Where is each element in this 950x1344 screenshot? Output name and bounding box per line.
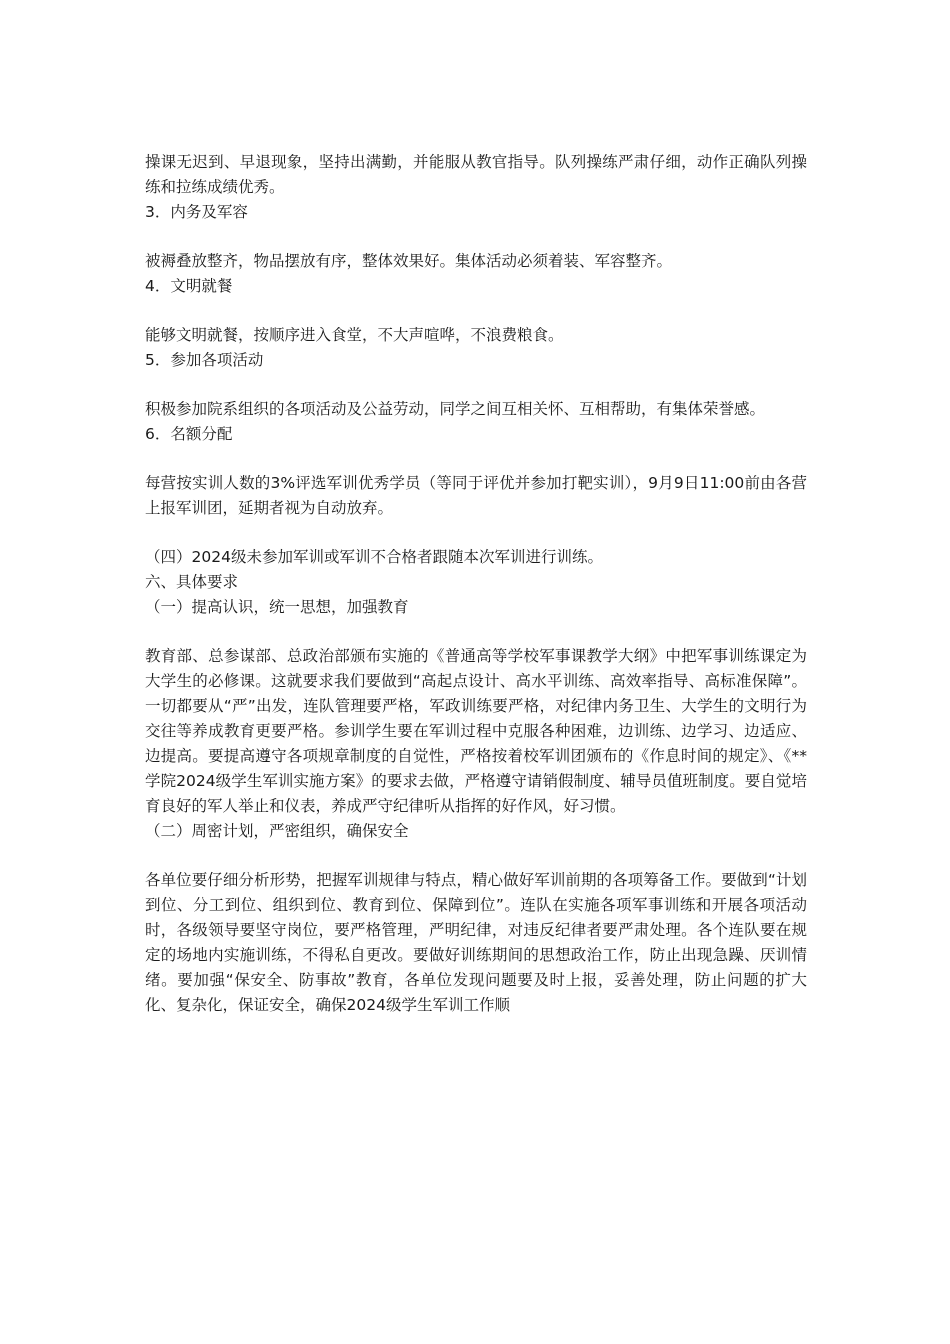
heading-activities: 5．参加各项活动 [145, 351, 264, 369]
paragraph-subsection-two: 各单位要仔细分析形势，把握军训规律与特点，精心做好军训前期的各项筹备工作。要做到“计划到位、分工到位、组织到位、教育到位、保障到位”。连队在实施各项军事训练和开展各项活动时，各级领导要坚守岗位，要严格管理，严明纪律，对违反纪律者要严肃处理。各个连队要在规定的场地内实施训练，不得私自更改。要做好训练期间的思想政治工作，防止出现急躁、厌训情绪。要加强“保安全、防事故”教育，各单位发现问题要及时上报，妥善处理，防止问题的扩大化、复杂化，保证安全，确保2024级学生军训工作顺 [145, 871, 807, 1014]
paragraph-subsection-one: 教育部、总参谋部、总政治部颁布实施的《普通高等学校军事课教学大纲》中把军事训练课定为大学生的必修课。这就要求我们要做到“高起点设计、高水平训练、高效率指导、高标准保障”。一切都要从“严”出发，连队管理要严格，军政训练要严格，对纪律内务卫生、大学生的文明行为交往等养成教育更要严格。参训学生要在军训过程中克服各种困难，边训练、边学习、边适应、边提高。要提高遵守各项规章制度的自觉性，严格按着校军训团颁布的《作息时间的规定》、《**学院2024级学生军训实施方案》的要求去做，严格遵守请销假制度、辅导员值班制度。要自觉培育良好的军人举止和仪表，养成严守纪律听从指挥的好作风，好习惯。 [145, 647, 807, 815]
heading-quota: 6．名额分配 [145, 425, 233, 443]
paragraph-attendance: 操课无迟到、早退现象，坚持出满勤，并能服从教官指导。队列操练严肃仔细，动作正确队列操练和拉练成绩优秀。 [145, 153, 807, 196]
paragraph-dining: 能够文明就餐，按顺序进入食堂，不大声喧哗，不浪费粮食。 [145, 326, 564, 344]
heading-section-six: 六、具体要求 [145, 573, 239, 591]
document-body [145, 150, 807, 1018]
paragraph-activities: 积极参加院系组织的各项活动及公益劳动，同学之间互相关怀、互相帮助，有集体荣誉感。 [145, 400, 766, 418]
paragraph-housekeeping: 被褥叠放整齐，物品摆放有序，整体效果好。集体活动必须着装、军容整齐。 [145, 252, 673, 270]
heading-housekeeping: 3．内务及军容 [145, 203, 248, 221]
paragraph-quota: 每营按实训人数的3%评选军训优秀学员（等同于评优并参加打靶实训），9月9日11:00前由各营上报军训团，延期者视为自动放弃。 [145, 474, 807, 517]
heading-dining: 4．文明就餐 [145, 277, 233, 295]
paragraph-section-four: （四）2024级未参加军训或军训不合格者跟随本次军训进行训练。 [145, 548, 603, 566]
heading-subsection-two: （二）周密计划，严密组织，确保安全 [145, 822, 409, 840]
heading-subsection-one: （一）提高认识，统一思想，加强教育 [145, 598, 409, 616]
